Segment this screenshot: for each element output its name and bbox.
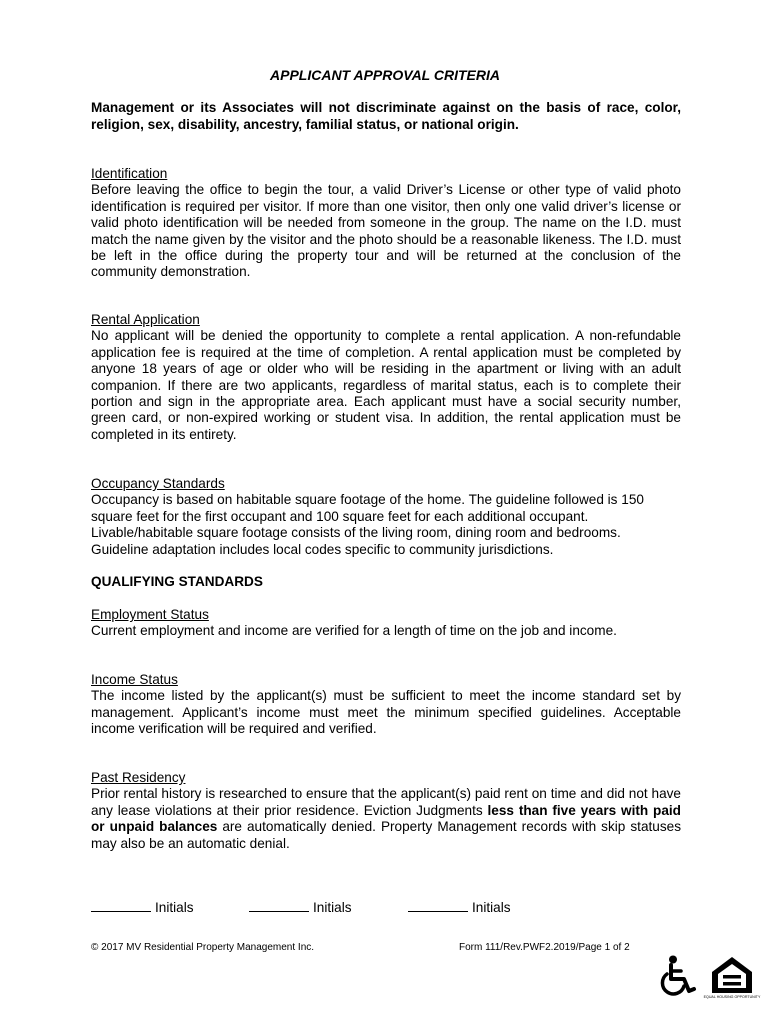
initials-field-2[interactable] [249,898,352,916]
document-title: APPLICANT APPROVAL CRITERIA [270,67,500,83]
employment-section [91,607,681,640]
occupancy-line: Livable/habitable square footage consists of the living room, dining room and bedrooms. [91,525,621,541]
initials-label: Initials [313,900,352,915]
past-residency-heading: Past Residency [91,770,186,785]
initials-blank-line [249,898,309,912]
identification-heading: Identification [91,166,168,181]
occupancy-heading: Occupancy Standards [91,476,225,491]
past-residency-section [91,770,681,852]
wheelchair-accessibility-icon [660,955,700,1002]
rental-application-body: No applicant will be denied the opportunity to complete a rental application. A non-refundable application fee is required at the time of completion. A rental application must be completed by anyone 18 years of age or older who will be residing in the apartment or living with an adult companion. If there are two applicants, regardless of marital status, each is to complete their portion and sign in the appropriate area. Each applicant must have a social security number, green card, or non-expired working or student visa. In addition, the rental application must be completed in its entirety. [91,328,681,442]
income-body: The income listed by the applicant(s) must be sufficient to meet the income standard set by management. Applicant’s income must meet the minimum specified guidelines. Acceptable income verification will be required and verified. [91,688,681,737]
income-heading: Income Status [91,672,178,687]
initials-label: Initials [472,900,511,915]
initials-blank-line [91,898,151,912]
identification-body: Before leaving the office to begin the tour, a valid Driver’s License or other type of valid photo identification is required per visitor. If more than one visitor, then only one valid driver’s license or valid photo identification will be needed from someone in the group. The name on the I.D. must match the name given by the visitor and the photo should be a reasonable likeness. The I.D. must be left in the office during the property tour and will be returned at the conclusion of the community demonstration. [91,182,681,280]
past-residency-body [91,786,681,852]
qualifying-standards-heading: QUALIFYING STANDARDS [91,574,263,589]
occupancy-line: Guideline adaptation includes local codes specific to community jurisdictions. [91,541,554,557]
occupancy-section [91,476,681,558]
income-section [91,672,681,738]
occupancy-line: Occupancy is based on habitable square footage of the home. The guideline followed is 150 [91,492,644,508]
non-discrimination-statement: Management or its Associates will not discriminate against on the basis of race, color, religion, sex, disability, ancestry, familial status, or national origin. [91,100,681,132]
past-residency-text-end: are automatically denied. Property Management records with skip statuses may also be an automatic denial. [91,819,681,851]
past-residency-emphasis: less than five years with paid or unpaid balances [91,802,681,835]
equal-housing-caption: EQUAL HOUSING OPPORTUNITY [703,995,761,999]
initials-field-3[interactable] [408,898,511,916]
footer-copyright: © 2017 MV Residential Property Management Inc. [91,942,315,953]
footer-form-id: Form 111/Rev.PWF2.2019/Page 1 of 2 [459,942,630,953]
employment-heading: Employment Status [91,607,209,622]
equal-housing-opportunity-icon [703,955,761,1006]
initials-blank-line [408,898,468,912]
employment-body: Current employment and income are verified for a length of time on the job and income. [91,623,617,639]
initials-label: Initials [155,900,194,915]
past-residency-text: Prior rental history is researched to ensure that the applicant(s) paid rent on time and did not have any lease violations at their prior residence. Eviction Judgments [91,786,681,818]
initials-field-1[interactable] [91,898,194,916]
rental-application-heading: Rental Application [91,312,200,327]
occupancy-line: square feet for the first occupant and 100 square feet for each additional occupant. [91,508,589,524]
rental-application-section [91,312,681,443]
identification-section [91,166,681,281]
